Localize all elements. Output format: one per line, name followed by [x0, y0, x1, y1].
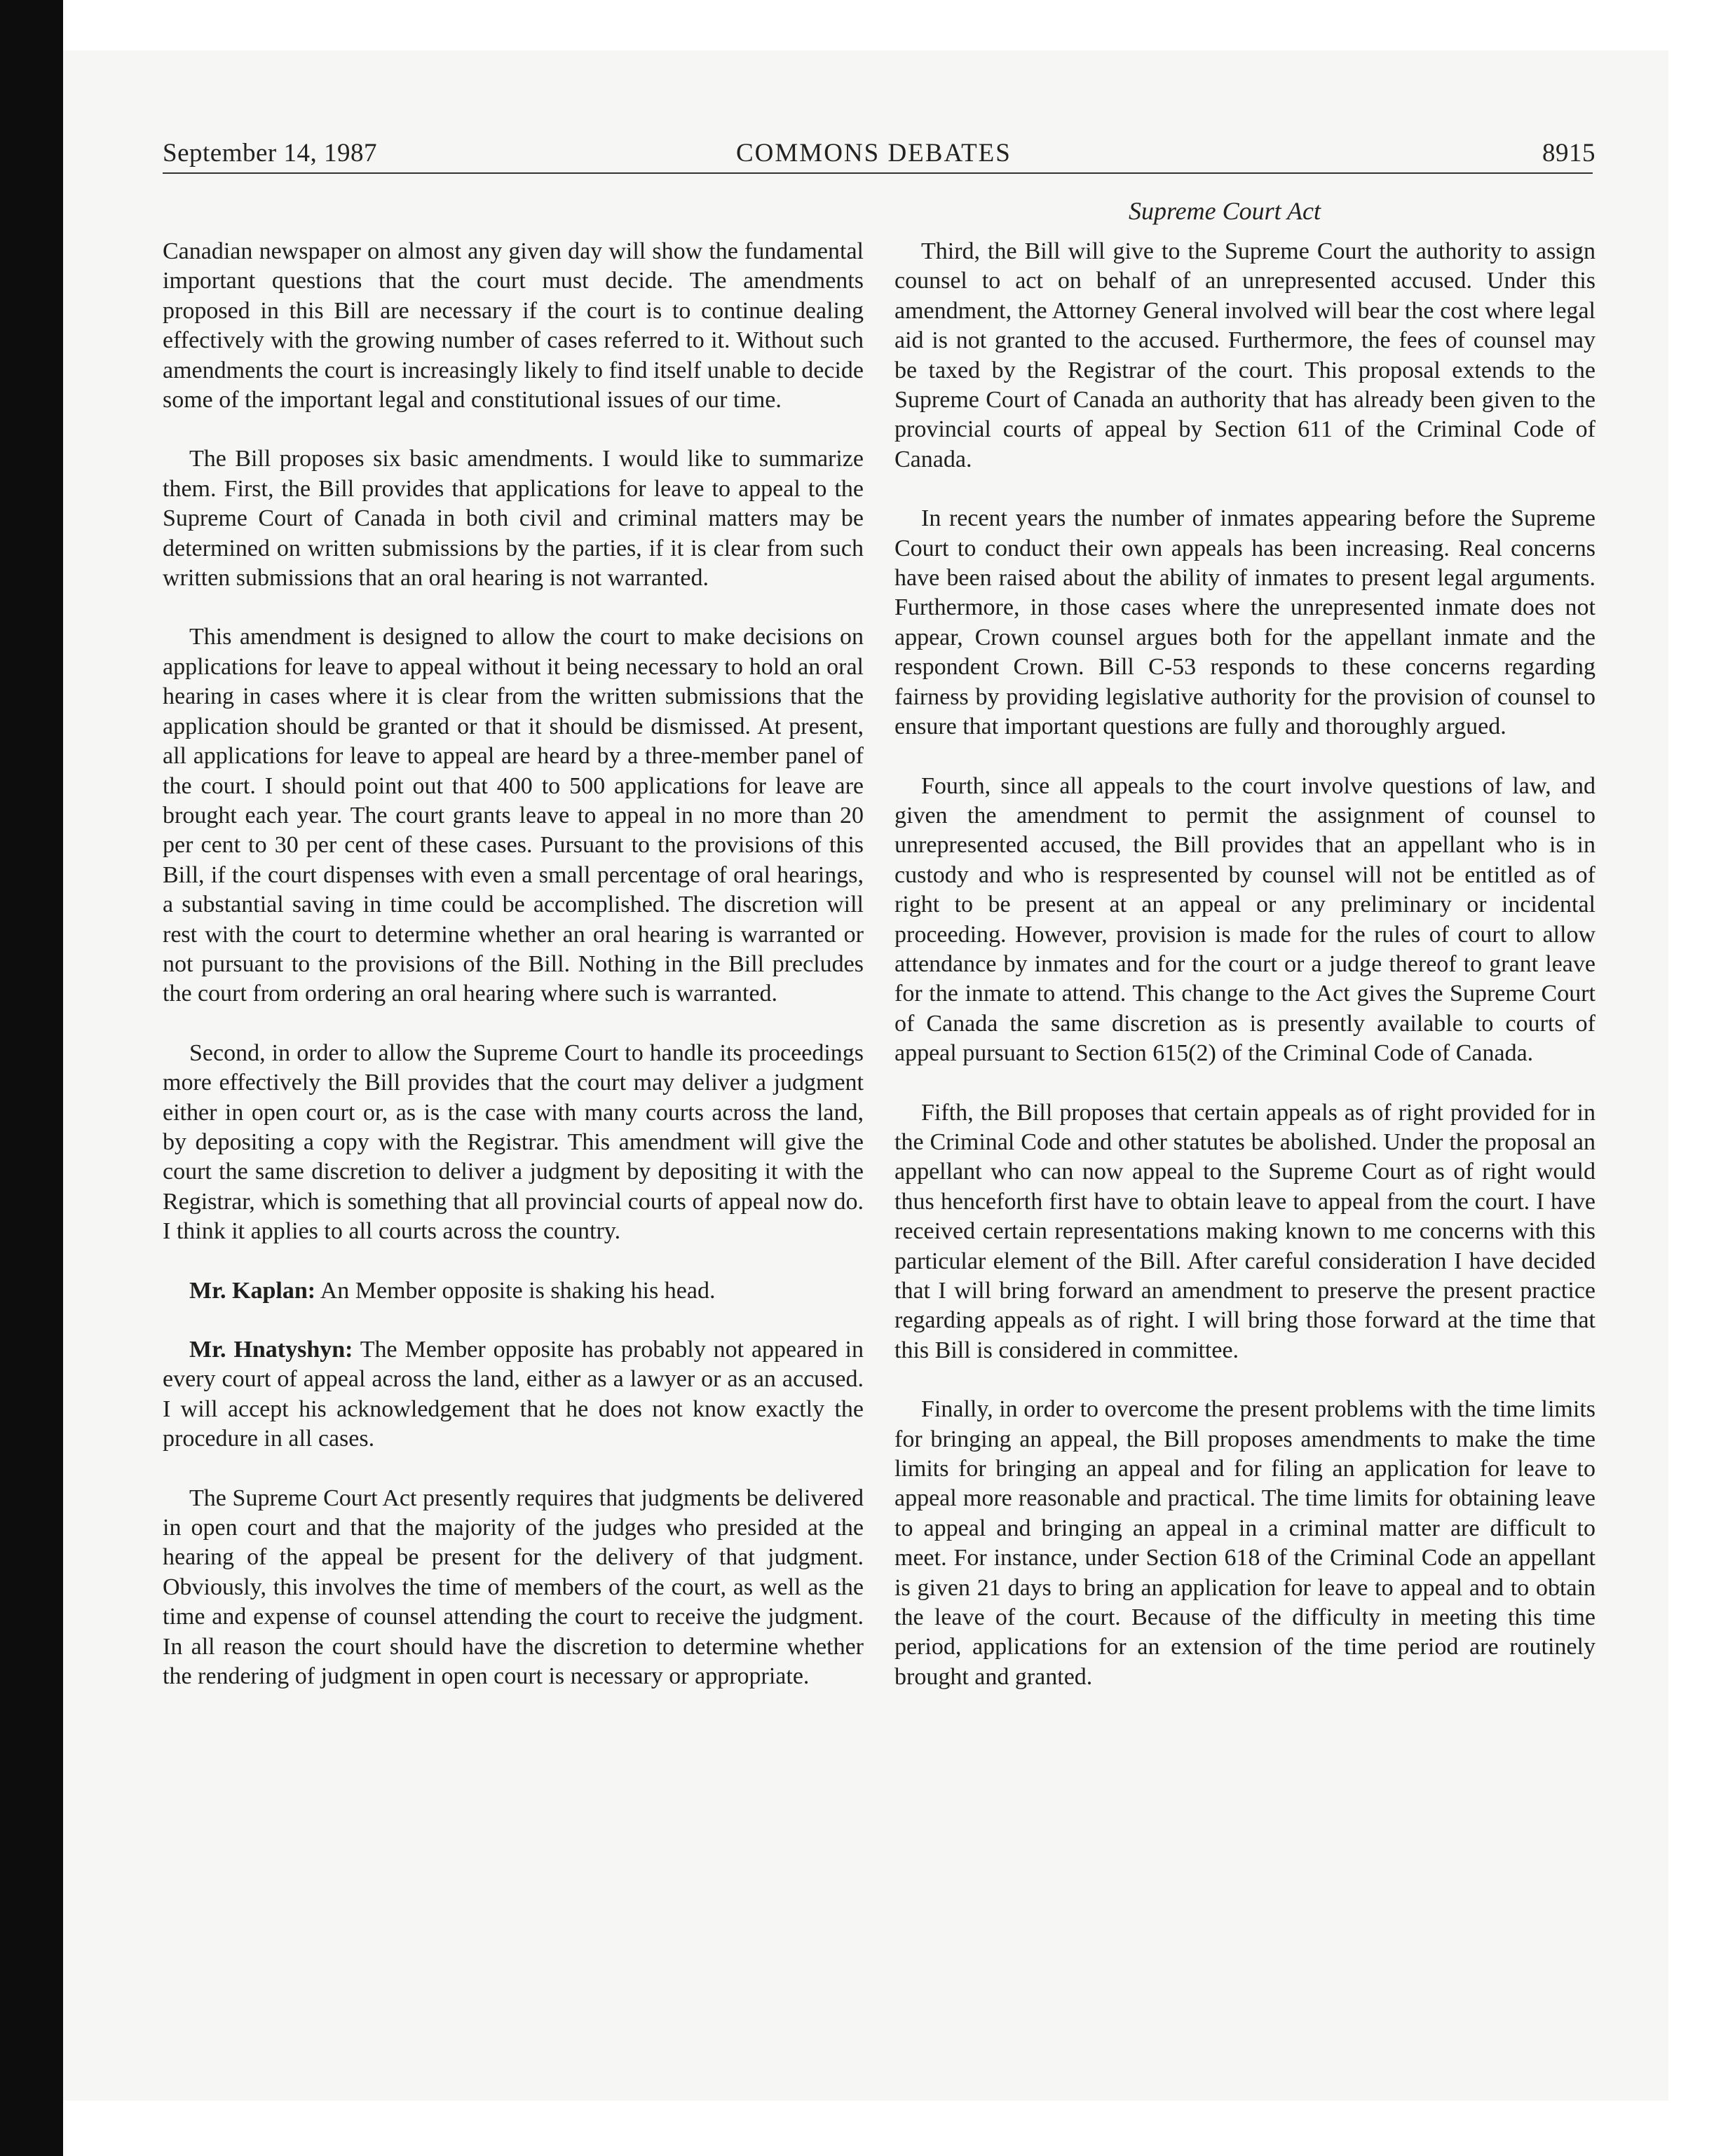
section-heading: Supreme Court Act: [1129, 197, 1321, 225]
paragraph: The Supreme Court Act presently requires that judgments be delivered in open court and that the majority of the judges who presided at the hearing of the appeal be present for the delivery of that judgment. Obviously, this involves the time of members of the court, as well as the time and expense of counsel attending the court to receive the judgment. In all reason the court should have the discretion to determine whether the rendering of judgment in open court is necessary or appropriate.: [163, 1485, 864, 1690]
header-rule: [163, 172, 1593, 174]
header-publication: COMMONS DEBATES: [736, 139, 1012, 168]
scan-top-margin: [0, 0, 1735, 50]
paragraph: Finally, in order to overcome the present problems with the time limits for bringing an appeal, the Bill proposes amendments to make the time limits for bringing an appeal and for filing an application for leave to appeal more reasonable and practical. The time limits for obtaining leave to appeal and bringing an appeal in a criminal matter are difficult to meet. For instance, under Section 618 of the Criminal Code an appellant is given 21 days to bring an application for leave to appeal and to obtain the leave of the court. Because of the difficulty in meeting this time period, applications for an extension of the time period are routinely brought and granted.: [894, 1396, 1595, 1690]
speaker-text: An Member opposite is shaking his head.: [315, 1277, 716, 1304]
speaker-text: The Member opposite has probably not appeared in every court of appeal across the land, either as a lawyer or as an accused. I will accept his acknowledgement that he does not know exactly the procedure in all cases.: [163, 1337, 864, 1452]
speaker-paragraph: [163, 1276, 864, 1306]
right-column: [894, 237, 1595, 1721]
speaker-paragraph: [163, 1335, 864, 1454]
header-page-number: 8915: [1542, 139, 1595, 168]
speaker-name: Mr. Hnatyshyn:: [189, 1337, 353, 1363]
paragraph: Fourth, since all appeals to the court involve questions of law, and given the amendment to permit the assignment of counsel to unrepresented accused, the Bill provides that an appellant who is in custody and who is respresented by counsel will not be entitled as of right to be present at an appeal or any preliminary or incidental proceeding. However, provision is made for the rules of court to allow attendance by inmates and for the court or a judge thereof to grant leave for the inmate to attend. This change to the Act gives the Supreme Court of Canada the same discretion as is presently available to courts of appeal pursuant to Section 615(2) of the Criminal Code of Canada.: [894, 772, 1595, 1067]
paragraph: Second, in order to allow the Supreme Court to handle its proceedings more effectively the Bill provides that the court may deliver a judgment either in open court or, as is the case with many courts across the land, by depositing a copy with the Registrar. This amendment will give the court the same discretion to deliver a judgment by depositing it with the Registrar, which is something that all provincial courts of appeal now do. I think it applies to all courts across the country.: [163, 1039, 864, 1245]
paragraph: The Bill proposes six basic amendments. I would like to summarize them. First, the Bill provides that applications for leave to appeal to the Supreme Court of Canada in both civil and criminal matters may be determined on written submissions by the parties, if it is clear from such written submissions that an oral hearing is not warranted.: [163, 446, 864, 592]
paragraph: Fifth, the Bill proposes that certain appeals as of right provided for in the Criminal Code and other statutes be abolished. Under the proposal an appellant who can now appeal to the Supreme Court as of right would thus henceforth first have to obtain leave to appeal from the court. I have received certain representations making known to me concerns with this particular element of the Bill. After careful consideration I have decided that I will bring forward an amendment to preserve the present practice regarding appeals as of right. I will bring those forward at the time that this Bill is considered in committee.: [894, 1099, 1595, 1363]
paragraph: Canadian newspaper on almost any given day will show the fundamental important questions that the court must decide. The amendments proposed in this Bill are necessary if the court is to continue dealing effectively with the growing number of cases referred to it. Without such amendments the court is increasingly likely to find itself unable to decide some of the important legal and constitutional issues of our time.: [163, 238, 864, 414]
header-date: September 14, 1987: [163, 139, 377, 168]
scan-binding-edge: [0, 0, 63, 2156]
paragraph: Third, the Bill will give to the Supreme Court the authority to assign counsel to act on behalf of an unrepresented accused. Under this amendment, the Attorney General involved will bear the cost where legal aid is not granted to the accused. Furthermore, the fees of counsel may be taxed by the Registrar of the court. This proposal extends to the Supreme Court of Canada an authority that has already been given to the provincial courts of appeal by Section 611 of the Criminal Code of Canada.: [894, 238, 1595, 472]
paragraph: In recent years the number of inmates appearing before the Supreme Court to conduct their own appeals has been increasing. Real concerns have been raised about the ability of inmates to present legal arguments. Furthermore, in those cases where the unrepresented inmate does not appear, Crown counsel argues both for the appellant inmate and the respondent Crown. Bill C-53 responds to these concerns regarding fairness by providing legislative authority for the provision of counsel to ensure that important questions are fully and thoroughly argued.: [894, 505, 1595, 740]
paragraph: This amendment is designed to allow the court to make decisions on applications for leave to appeal without it being necessary to hold an oral hearing in cases where it is clear from the written submissions that the application should be granted or that it should be dismissed. At present, all applications for leave to appeal are heard by a three-member panel of the court. I should point out that 400 to 500 applications for leave are brought each year. The court grants leave to appeal in no more than 20 per cent to 30 per cent of these cases. Pursuant to the provisions of this Bill, if the court dispenses with even a small percentage of oral hearings, a substantial saving in time could be accomplished. The discretion will rest with the court to determine whether an oral hearing is warranted or not pursuant to the provisions of the Bill. Nothing in the Bill precludes the court from ordering an oral hearing where such is warranted.: [163, 624, 864, 1007]
speaker-name: Mr. Kaplan:: [189, 1277, 316, 1304]
left-column: [163, 237, 864, 1721]
